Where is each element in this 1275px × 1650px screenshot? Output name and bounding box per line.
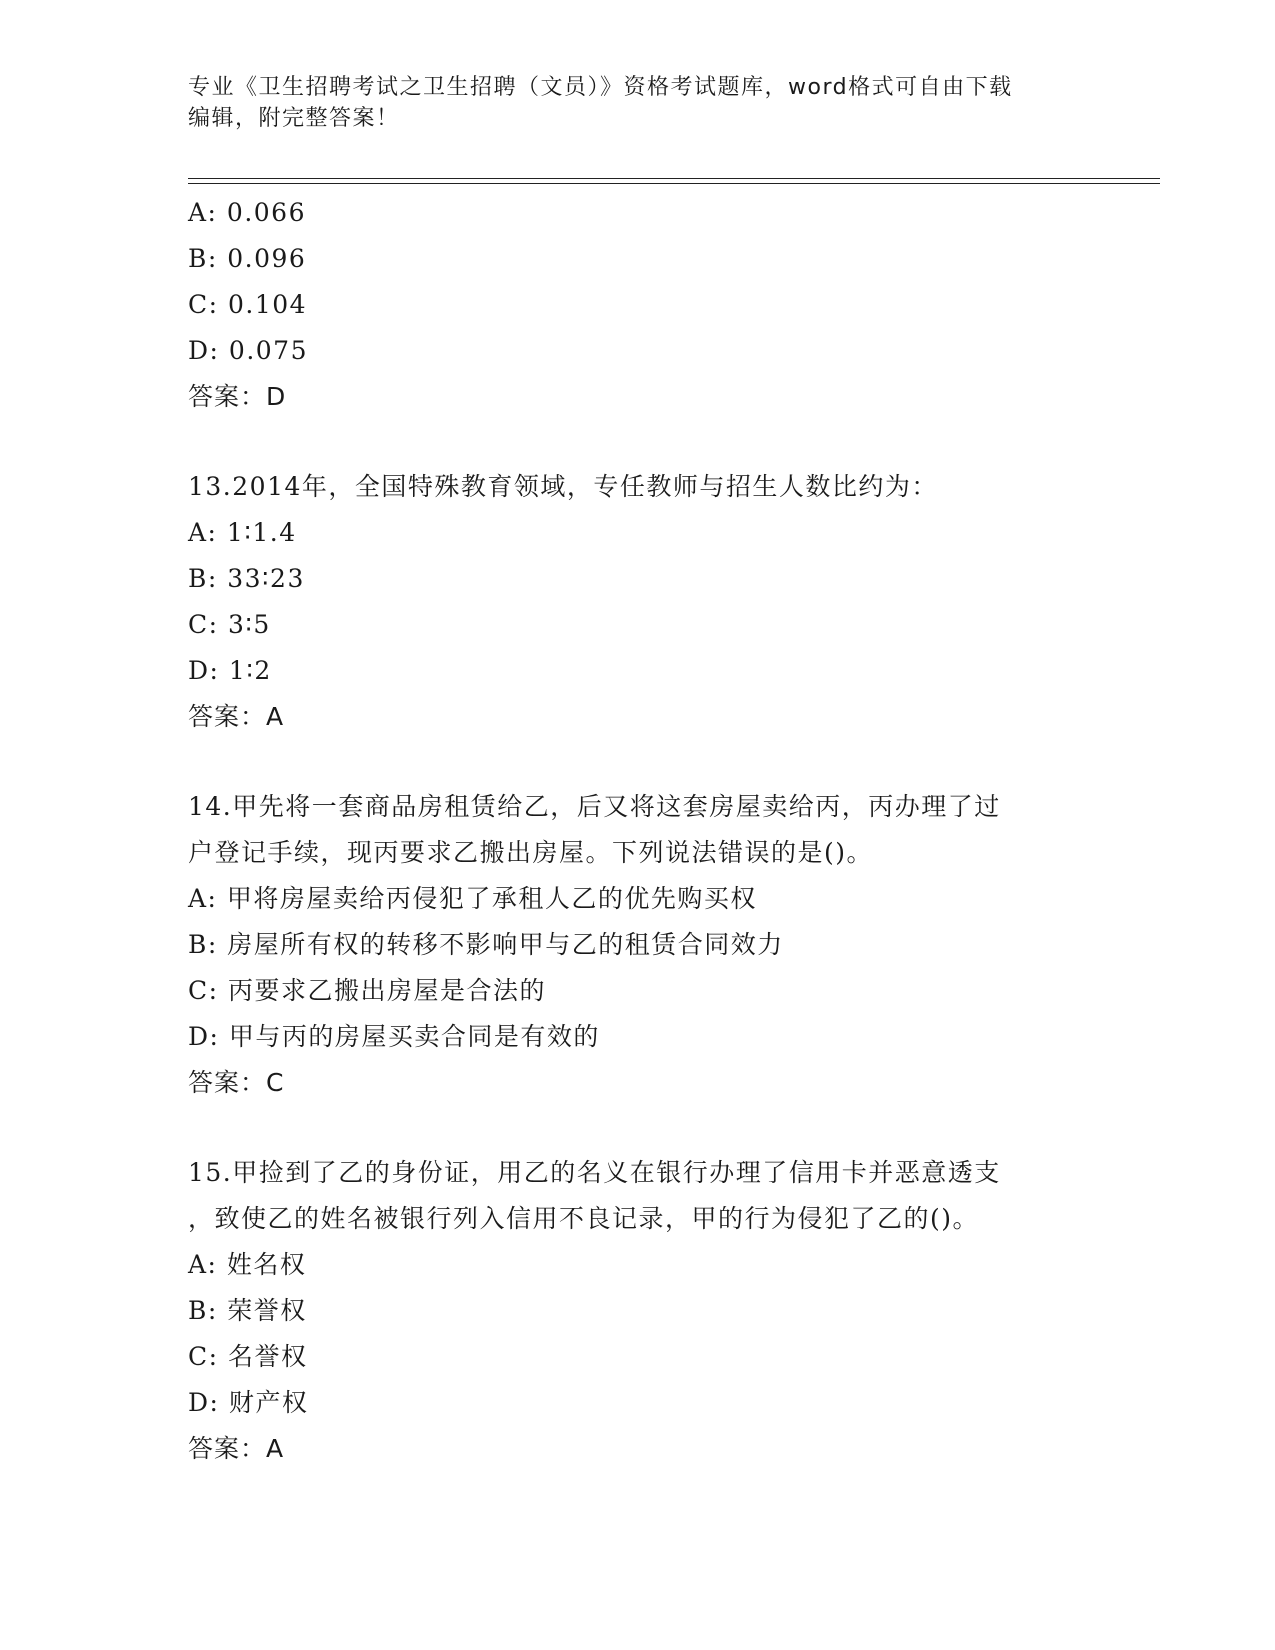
option-c: C: 丙要求乙搬出房屋是合法的 xyxy=(188,976,546,1005)
option-c: C: 名誉权 xyxy=(188,1342,308,1371)
option-d: D: 甲与丙的房屋买卖合同是有效的 xyxy=(188,1022,600,1051)
spacer xyxy=(188,420,1088,464)
question-stem-line-2: 户登记手续，现丙要求乙搬出房屋。下列说法错误的是()。 xyxy=(188,838,874,867)
option-d: D: 0.075 xyxy=(188,336,308,365)
document-header xyxy=(188,72,1068,134)
question-13 xyxy=(188,464,1088,740)
question-12 xyxy=(188,190,1088,420)
option-b: B: 荣誉权 xyxy=(188,1296,307,1325)
header-line-1: 专业《卫生招聘考试之卫生招聘（文员）》资格考试题库，word格式可自由下载 xyxy=(188,75,1013,100)
answer-line: 答案：A xyxy=(188,1434,285,1463)
question-stem-line-1: 14.甲先将一套商品房租赁给乙，后又将这套房屋卖给丙，丙办理了过 xyxy=(188,792,1001,821)
option-b: B: 33∶23 xyxy=(188,564,305,593)
option-d: D: 财产权 xyxy=(188,1388,309,1417)
question-14 xyxy=(188,784,1088,1106)
question-stem-line-1: 15.甲捡到了乙的身份证，用乙的名义在银行办理了信用卡并恶意透支 xyxy=(188,1158,1001,1187)
answer-line: 答案：A xyxy=(188,702,285,731)
header-divider-bottom xyxy=(188,183,1160,184)
answer-line: 答案：D xyxy=(188,382,287,411)
header-divider-top xyxy=(188,178,1160,179)
option-c: C: 0.104 xyxy=(188,290,308,319)
question-stem-line-2: ，致使乙的姓名被银行列入信用不良记录，甲的行为侵犯了乙的()。 xyxy=(188,1204,980,1233)
question-stem: 13.2014年，全国特殊教育领域，专任教师与招生人数比约为： xyxy=(188,472,938,501)
spacer xyxy=(188,1106,1088,1150)
option-a: A: 1∶1.4 xyxy=(188,518,297,547)
spacer xyxy=(188,740,1088,784)
answer-line: 答案：C xyxy=(188,1068,285,1097)
option-a: A: 0.066 xyxy=(188,198,306,227)
option-a: A: 姓名权 xyxy=(188,1250,307,1279)
option-c: C: 3∶5 xyxy=(188,610,271,639)
header-line-2: 编辑，附完整答案！ xyxy=(188,106,400,131)
question-list xyxy=(188,190,1088,1472)
option-b: B: 0.096 xyxy=(188,244,307,273)
option-d: D: 1∶2 xyxy=(188,656,272,685)
option-a: A: 甲将房屋卖给丙侵犯了承租人乙的优先购买权 xyxy=(188,884,757,913)
question-15 xyxy=(188,1150,1088,1472)
option-b: B: 房屋所有权的转移不影响甲与乙的租赁合同效力 xyxy=(188,930,784,959)
